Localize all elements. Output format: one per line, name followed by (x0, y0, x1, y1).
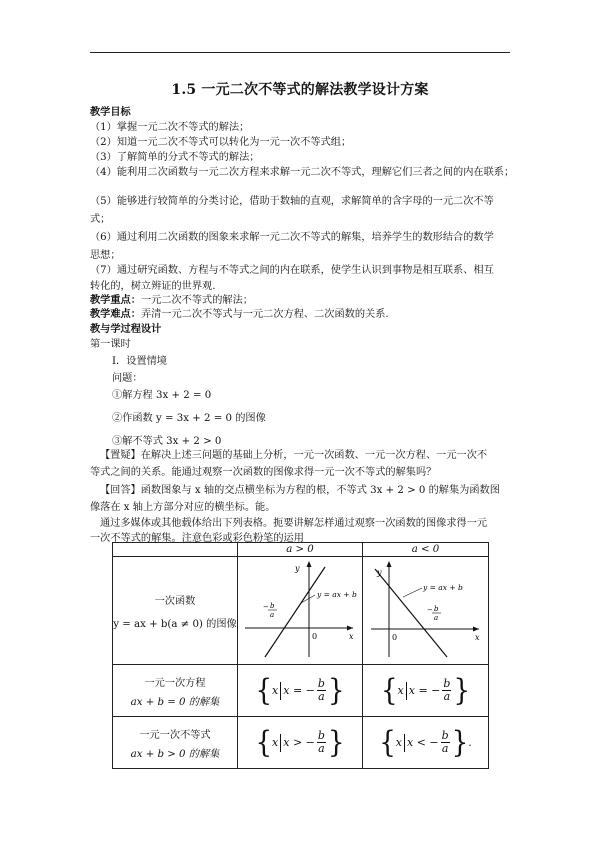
table-header-row (113, 543, 489, 557)
objective-line: （1）掌握一元二次不等式的解法； (90, 122, 250, 133)
set-x: x (283, 736, 290, 749)
line-label: y = ax + b (422, 583, 463, 592)
key-point-text: 一元二次不等式的解法； (140, 295, 253, 306)
solution-set: { x x < − $\frac{b}{a}$ } . (379, 725, 472, 760)
fraction-denominator: a (318, 742, 325, 755)
objective-line: 式； (90, 214, 111, 225)
table-row-equation (113, 665, 489, 717)
row-label-inequality-b: ax + b > 0 的解集 (130, 748, 220, 760)
set-variable: x (397, 684, 404, 697)
objectives-heading: 教学目标 (90, 106, 131, 118)
y-axis-arrow (386, 561, 391, 567)
root-sign: − (263, 603, 269, 611)
objective-line: （4）能利用二次函数与一元二次方程来求解一元二次不等式，理解它们三者之间的内在联系； (90, 167, 515, 178)
question-2: ②作函数 y = 3x + 2 = 0 的图像 (112, 413, 266, 424)
objective-line: 转化的，树立辨证的世界观. (90, 281, 216, 292)
key-point-label: 教学重点： (90, 294, 141, 306)
graph-cell-positive (238, 557, 363, 665)
section-title: Ⅰ．设置情境 (112, 356, 167, 367)
graph-a-positive (241, 557, 359, 661)
fraction-denominator: a (318, 690, 325, 703)
question-label: 问题： (112, 373, 143, 384)
set-x: x (407, 736, 414, 749)
objective-line: （5）能够进行较简单的分类讨论，借助于数轴的直观，求解简单的含字母的一元二次不等 (90, 196, 494, 207)
difficulty-text: 弄清一元二次不等式与一元二次方程、二次函数的关系. (140, 309, 389, 320)
set-variable: x (272, 684, 279, 697)
page-title: 1.5 一元二次不等式的解法教学设计方案 (171, 82, 429, 98)
set-x: x (283, 684, 290, 697)
x-axis-arrow (473, 627, 479, 632)
root-denominator: a (433, 614, 438, 622)
y-label: y (295, 564, 300, 573)
doubt-line: 等式之间的关系。能通过观察一次函数的图像求得一元一次不等式的解集吗？ (90, 467, 437, 478)
row-label-graph-b: y = ax + b(a ≠ 0) 的图像 (113, 618, 237, 630)
process-heading: 教与学过程设计 (90, 323, 162, 335)
set-x: x (408, 684, 415, 697)
header-rule (90, 52, 510, 53)
x-label: x (349, 632, 354, 641)
origin-label: 0 (391, 633, 397, 642)
difficulty-label: 教学难点： (90, 308, 141, 320)
header-a-negative: a < 0 (363, 543, 489, 557)
solution-set: { x x = − $\frac{b}{a}$ } (380, 673, 470, 708)
doubt-line: 【置疑】在解决上述三问题的基础上分析，一元一次函数、一元一次方程、一元一次不 (100, 450, 488, 461)
fraction-denominator: a (441, 742, 449, 755)
set-period: . (468, 736, 472, 749)
line-label-pointer (403, 588, 422, 597)
set-relation: < − (416, 736, 439, 749)
fraction-denominator: a (443, 690, 451, 703)
solution-set: { x x = − $\frac{b}{a}$ } (255, 673, 345, 708)
header-a-positive: a > 0 (238, 543, 363, 557)
fraction-numerator: b (317, 729, 325, 742)
fraction-numerator: b (443, 677, 451, 690)
set-relation: = − (292, 684, 315, 697)
line-label: y = ax + b (317, 590, 357, 599)
origin-label: 0 (312, 632, 318, 641)
y-axis-arrow (307, 561, 312, 567)
table-corner (113, 543, 238, 557)
solution-set: { x x > − $\frac{b}{a}$ } (255, 725, 345, 760)
intro-line: 一次不等式的解集。注意色彩或彩色粉笔的运用 (90, 533, 304, 544)
table-row-graph (113, 557, 489, 665)
set-relation: = − (418, 684, 441, 697)
objective-line: （6）通过利用二次函数的图象来求解一元二次不等式的解集，培养学生的数形结合的数学 (90, 232, 494, 243)
solution-table (112, 542, 489, 769)
row-label-inequality (113, 717, 238, 769)
answer-line: 【回答】函数图象与 x 轴的交点横坐标为方程的根，不等式 3x + 2 > 0 的解集为函数图 (100, 485, 500, 496)
row-label-graph-a: 一次函数 (154, 595, 196, 607)
set-relation: > − (292, 736, 315, 749)
objective-line: （7）通过研究函数、方程与不等式之间的内在联系，使学生认识到事物是相互联系、相互 (90, 265, 494, 276)
graph-cell-negative (363, 557, 489, 665)
difficulty-point (90, 308, 389, 321)
root-numerator: b (270, 602, 275, 610)
row-label-equation (113, 665, 238, 717)
objective-line: （2）知道一元二次不等式可以转化为一元一次不等式组； (90, 137, 352, 148)
inequality-set-positive (238, 717, 363, 769)
question-3: ③解不等式 3x + 2 > 0 (112, 436, 222, 447)
period-label: 第一课时 (90, 339, 131, 350)
row-label-equation-b: ax + b = 0 的解集 (130, 696, 220, 708)
root-denominator: a (270, 611, 275, 619)
fraction-numerator: b (441, 729, 449, 742)
objective-line: （3）了解简单的分式不等式的解法； (90, 152, 260, 163)
x-label: x (474, 633, 480, 642)
intro-line: 通过多媒体或其他载体给出下列表格。扼要讲解怎样通过观察一次函数的图像求得一元 (100, 518, 488, 529)
set-variable: x (272, 736, 279, 749)
equation-set-negative (363, 665, 489, 717)
x-axis-arrow (347, 626, 353, 631)
key-point (90, 294, 253, 307)
graph-a-negative (367, 557, 485, 661)
answer-line: 像落在 x 轴上方部分对应的横坐标。能。 (90, 502, 276, 513)
objective-line: 思想； (90, 250, 121, 261)
root-sign: − (426, 606, 433, 614)
set-variable: x (395, 736, 402, 749)
table-row-inequality (113, 717, 489, 769)
row-label-graph (113, 557, 238, 665)
y-label: y (376, 568, 382, 577)
row-label-inequality-a: 一元一次不等式 (139, 729, 211, 741)
fraction-numerator: b (317, 677, 325, 690)
root-numerator: b (433, 605, 438, 613)
inequality-set-negative (363, 717, 489, 769)
question-1: ①解方程 3x + 2 = 0 (112, 390, 212, 401)
row-label-equation-a: 一元一次方程 (144, 677, 206, 689)
equation-set-positive (238, 665, 363, 717)
